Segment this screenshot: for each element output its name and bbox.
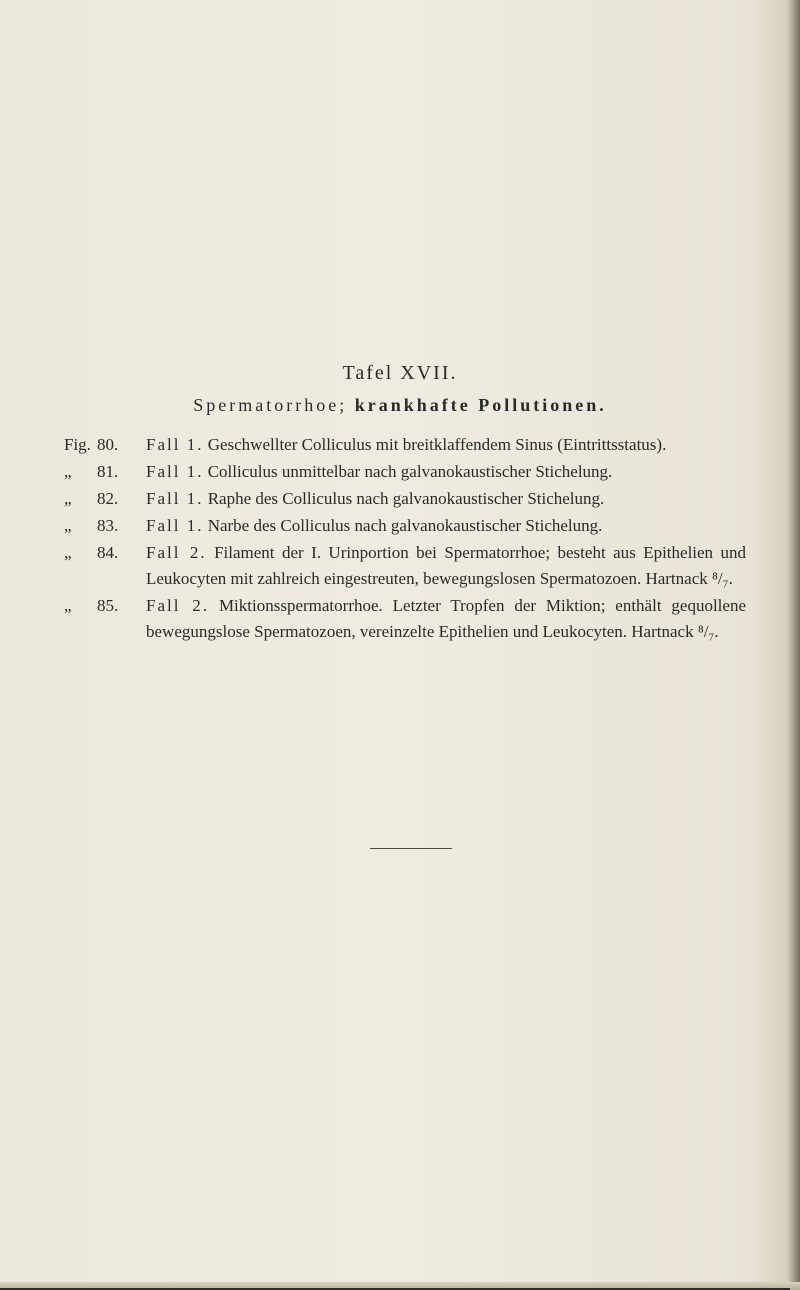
figure-text: Filament der I. Urinportion bei Spermatorrhoe; besteht aus Epithelien und Leukocyten mit zahlreich eingestreuten, bewegungslosen Spermatozoen. Hartnack ⁸/₇. [146, 543, 746, 588]
case-label: Fall 2. [146, 543, 207, 562]
figure-prefix: „ [64, 543, 72, 562]
case-label: Fall 1. [146, 462, 204, 481]
figure-number: 83. [97, 516, 119, 535]
figure-prefix: „ [64, 596, 72, 615]
subtitle-part-2: krankhafte [354, 395, 471, 415]
figure-description [146, 513, 746, 539]
figure-entry-80 [64, 432, 746, 458]
closing-rule [370, 848, 452, 849]
figure-number: 84. [97, 543, 119, 562]
figure-description [146, 432, 746, 458]
figure-description [146, 593, 746, 645]
figure-description [146, 540, 746, 592]
figure-text: Colliculus unmittelbar nach galvanokaustischer Stichelung. [207, 462, 613, 481]
figure-number: 81. [97, 462, 119, 481]
figure-number: 82. [97, 489, 119, 508]
plate-subtitle [0, 395, 800, 416]
plate-title: Tafel XVII. [342, 362, 458, 384]
figure-entry-84 [64, 540, 746, 592]
figure-list [64, 432, 746, 646]
subtitle-part-3: Pollutionen. [478, 395, 607, 415]
figure-number: 85. [97, 596, 119, 615]
figure-prefix: „ [64, 516, 72, 535]
figure-description [146, 459, 746, 485]
figure-prefix: „ [64, 462, 72, 481]
figure-number: 80. [97, 435, 119, 454]
figure-entry-83 [64, 513, 746, 539]
figure-entry-81 [64, 459, 746, 485]
figure-entry-82 [64, 486, 746, 512]
subtitle-part-1: Spermatorrhoe; [193, 395, 348, 415]
case-label: Fall 1. [146, 489, 204, 508]
page-right-edge [788, 0, 800, 1290]
case-label: Fall 1. [146, 435, 204, 454]
figure-text: Geschwellter Colliculus mit breitklaffendem Sinus (Eintrittsstatus). [207, 435, 667, 454]
case-label: Fall 2. [146, 596, 210, 615]
case-label: Fall 1. [146, 516, 204, 535]
figure-description [146, 486, 746, 512]
figure-text: Narbe des Colliculus nach galvanokaustischer Stichelung. [207, 516, 603, 535]
figure-prefix: Fig. [64, 435, 91, 454]
figure-entry-85 [64, 593, 746, 645]
figure-prefix: „ [64, 489, 72, 508]
figure-text: Miktionsspermatorrhoe. Letzter Tropfen der Miktion; enthält gequollene bewegungslose Spermatozoen, vereinzelte Epithelien und Leukocyten. Hartnack ⁸/₇. [146, 596, 746, 641]
figure-text: Raphe des Colliculus nach galvanokaustischer Stichelung. [207, 489, 605, 508]
